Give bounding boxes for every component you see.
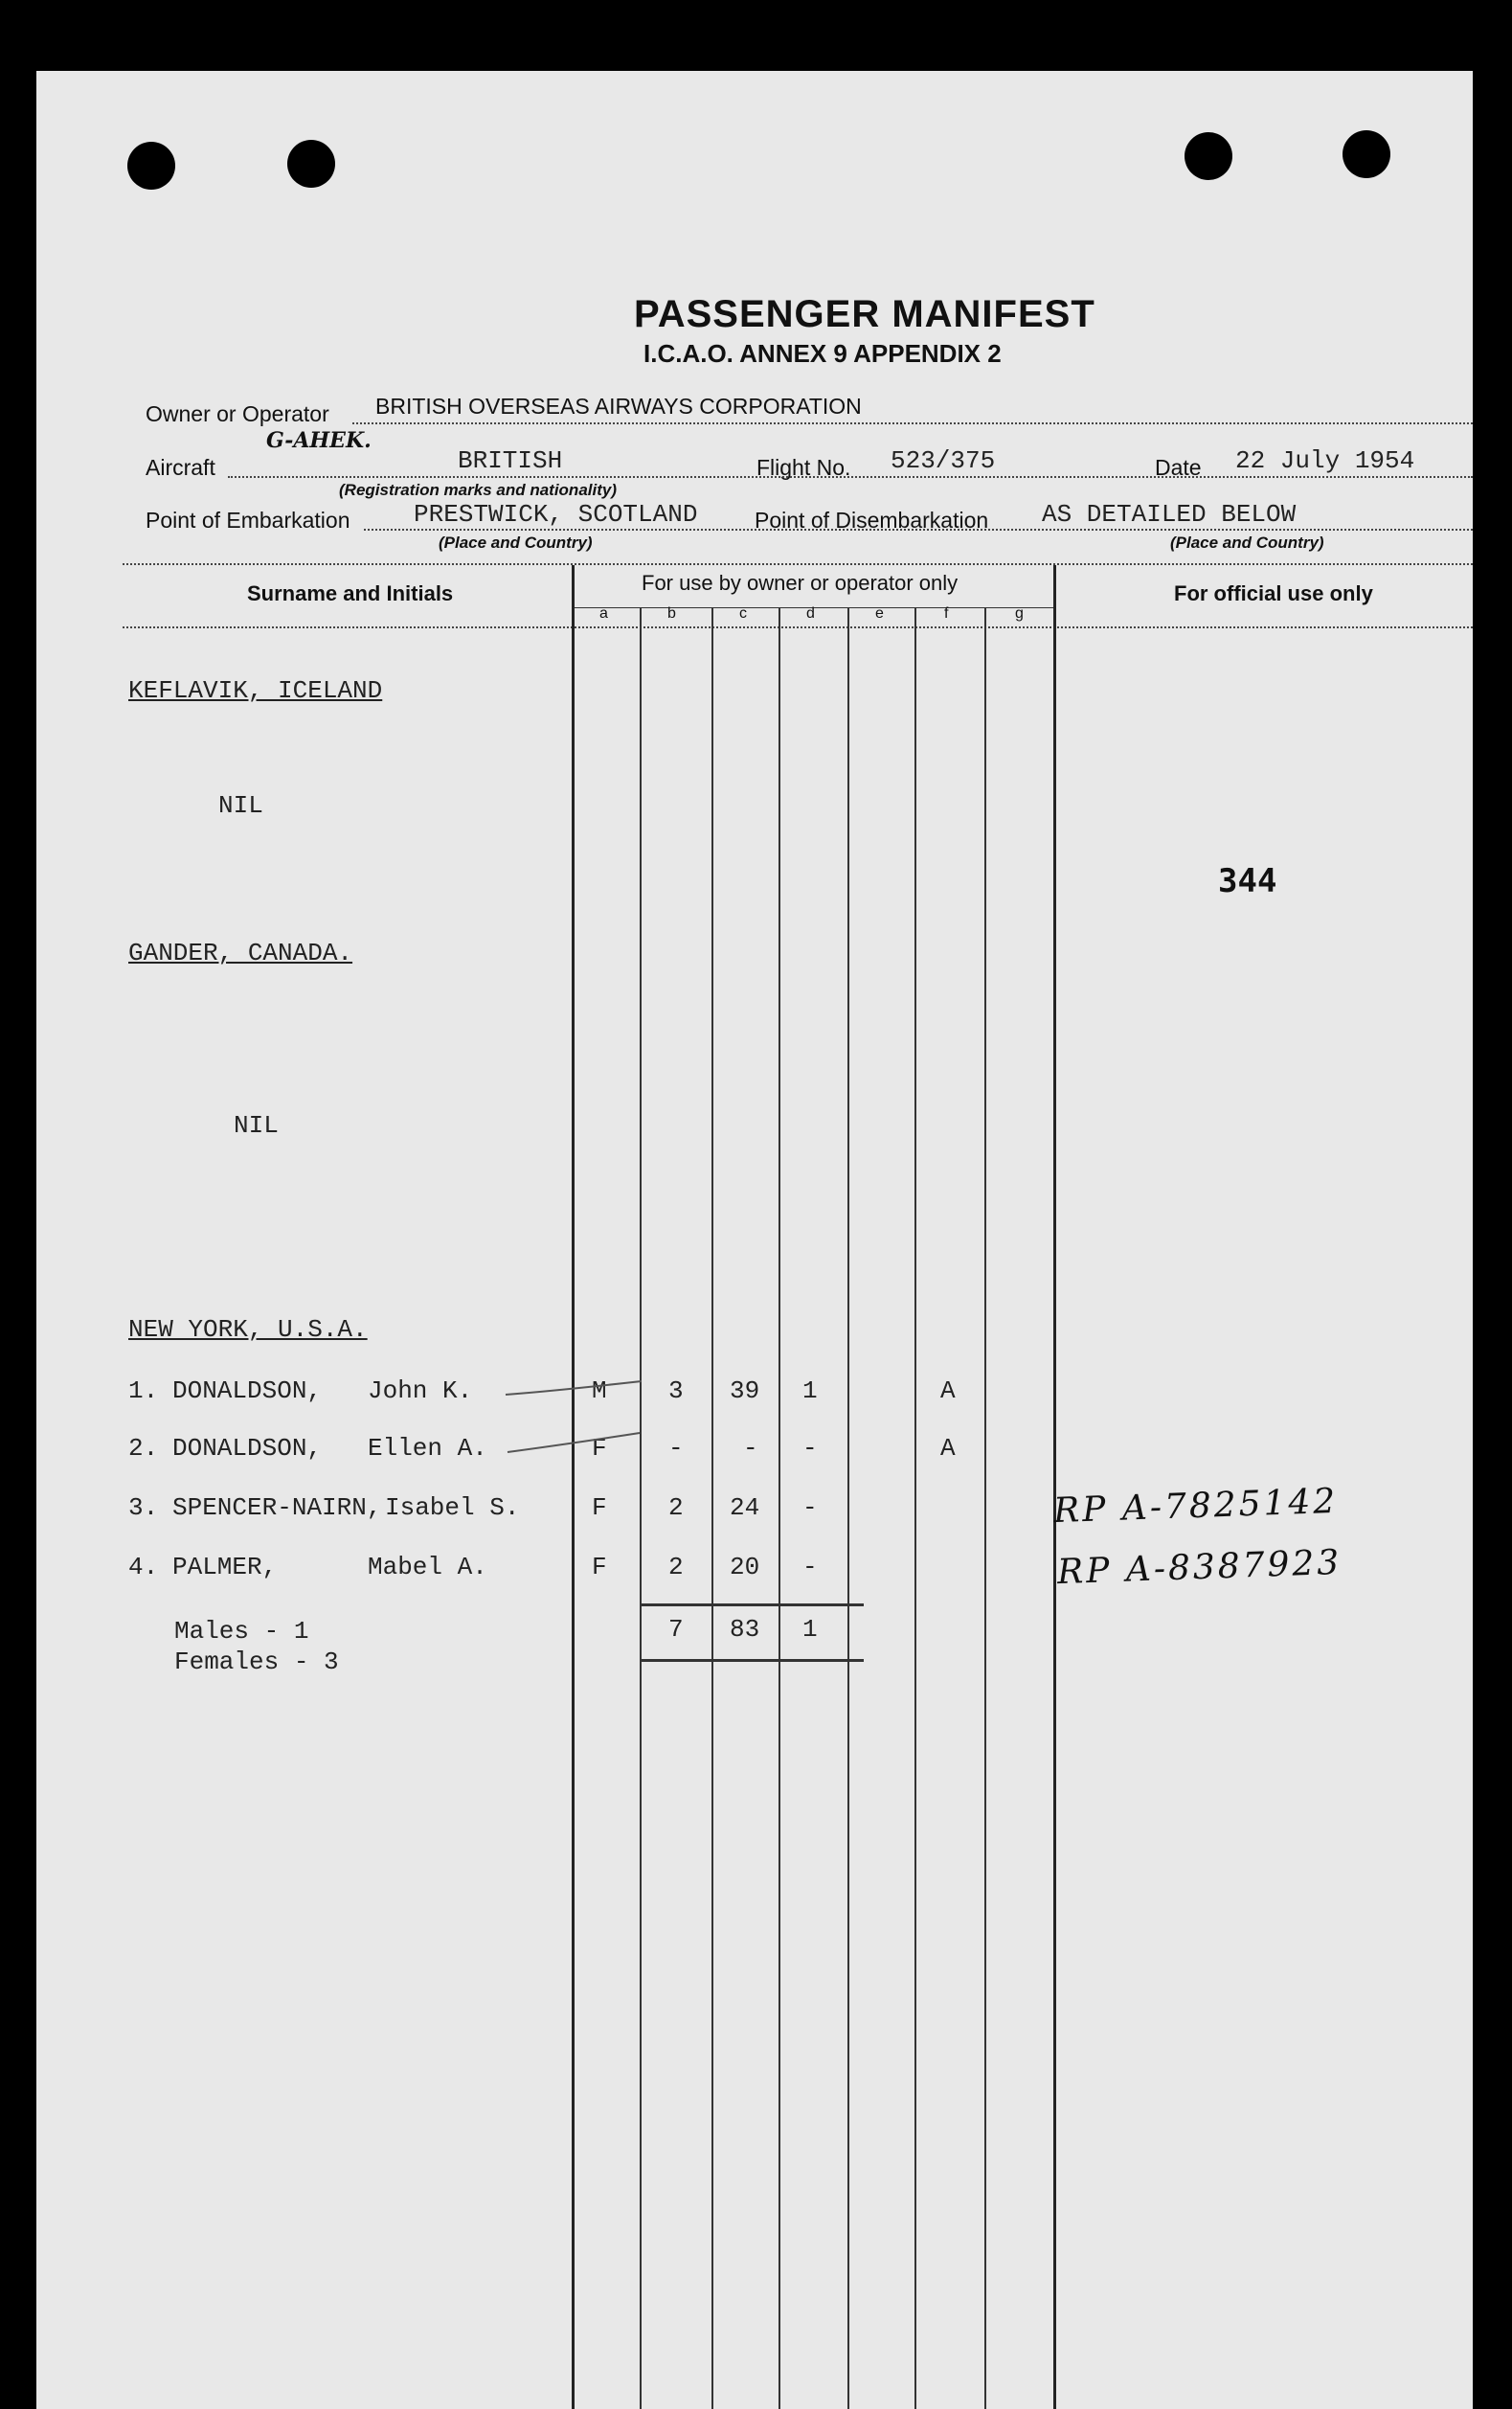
column-letter-e: e bbox=[875, 605, 884, 622]
total-b: 7 bbox=[668, 1615, 684, 1644]
totals-females: Females - 3 bbox=[174, 1648, 339, 1676]
cell-d: - bbox=[802, 1493, 818, 1522]
passenger-number: 3. bbox=[128, 1493, 159, 1522]
stop-keflavik: KEFLAVIK, ICELAND bbox=[128, 676, 383, 705]
cell-c: 24 bbox=[730, 1493, 760, 1522]
column-divider bbox=[914, 607, 916, 2409]
cell-d: - bbox=[802, 1434, 818, 1463]
column-divider bbox=[640, 607, 642, 2409]
cell-d: - bbox=[802, 1553, 818, 1581]
column-divider bbox=[779, 607, 780, 2409]
cell-a: F bbox=[592, 1493, 607, 1522]
cell-b: 2 bbox=[668, 1553, 684, 1581]
pencil-check-marks bbox=[498, 1370, 651, 1456]
passenger-number: 1. bbox=[128, 1376, 159, 1405]
passenger-surname: DONALDSON, bbox=[172, 1434, 323, 1463]
column-divider bbox=[572, 565, 575, 2409]
flight-number: 523/375 bbox=[891, 446, 996, 475]
aircraft-dotted-line bbox=[228, 476, 1473, 478]
page-subtitle: I.C.A.O. ANNEX 9 APPENDIX 2 bbox=[643, 339, 1002, 368]
page-title: PASSENGER MANIFEST bbox=[634, 293, 1095, 335]
passenger-given-name: John K. bbox=[368, 1376, 473, 1405]
cell-f: A bbox=[940, 1376, 956, 1405]
punch-hole bbox=[1343, 130, 1390, 178]
cell-c: 20 bbox=[730, 1553, 760, 1581]
passenger-given-name: Isabel S. bbox=[385, 1493, 520, 1522]
cell-a: F bbox=[592, 1434, 607, 1463]
column-divider bbox=[711, 607, 713, 2409]
cell-b: - bbox=[668, 1434, 684, 1463]
flight-label: Flight No. bbox=[756, 455, 851, 480]
cell-b: 2 bbox=[668, 1493, 684, 1522]
passenger-number: 4. bbox=[128, 1553, 159, 1581]
registration-caption: (Registration marks and nationality) bbox=[339, 481, 617, 499]
official-use-header: For official use only bbox=[1174, 581, 1373, 605]
cell-a: F bbox=[592, 1553, 607, 1581]
totals-males: Males - 1 bbox=[174, 1617, 309, 1646]
owner-dotted-line bbox=[352, 422, 1473, 424]
date-label: Date bbox=[1155, 455, 1202, 480]
disembarkation-value: AS DETAILED BELOW bbox=[1042, 500, 1297, 529]
cell-d: 1 bbox=[802, 1376, 818, 1405]
embarkation-value: PRESTWICK, SCOTLAND bbox=[414, 500, 698, 529]
owner-value: BRITISH OVERSEAS AIRWAYS CORPORATION bbox=[375, 394, 862, 419]
aircraft-nationality: BRITISH bbox=[458, 446, 563, 475]
cell-a: M bbox=[592, 1376, 607, 1405]
passenger-given-name: Ellen A. bbox=[368, 1434, 487, 1463]
column-divider bbox=[1053, 565, 1056, 2409]
owner-use-header: For use by owner or operator only bbox=[642, 571, 959, 595]
column-letter-a: a bbox=[599, 605, 608, 622]
totals-bottom-rule bbox=[640, 1659, 864, 1662]
column-letter-b: b bbox=[667, 605, 676, 622]
owner-label: Owner or Operator bbox=[146, 401, 329, 426]
passenger-surname: DONALDSON, bbox=[172, 1376, 323, 1405]
passenger-surname: PALMER, bbox=[172, 1553, 278, 1581]
disembarkation-label: Point of Disembarkation bbox=[755, 508, 989, 533]
cell-f: A bbox=[940, 1434, 956, 1463]
stop-gander-nil: NIL bbox=[234, 1111, 279, 1140]
stop-keflavik-nil: NIL bbox=[218, 791, 263, 820]
column-letter-g: g bbox=[1015, 605, 1024, 622]
punch-hole bbox=[1185, 132, 1232, 180]
cell-b: 3 bbox=[668, 1376, 684, 1405]
passenger-given-name: Mabel A. bbox=[368, 1553, 487, 1581]
passenger-number: 2. bbox=[128, 1434, 159, 1463]
punch-hole bbox=[287, 140, 335, 188]
totals-top-rule bbox=[640, 1603, 864, 1606]
cell-c: - bbox=[743, 1434, 758, 1463]
column-divider bbox=[847, 607, 849, 2409]
table-top-rule bbox=[123, 563, 1473, 565]
embarkation-label: Point of Embarkation bbox=[146, 508, 350, 533]
cell-c: 39 bbox=[730, 1376, 760, 1405]
stop-gander: GANDER, CANADA. bbox=[128, 939, 353, 967]
punch-hole bbox=[127, 142, 175, 190]
surname-header: Surname and Initials bbox=[247, 581, 454, 605]
official-note-passport-4: RP A-8387923 bbox=[1056, 1542, 1343, 1593]
column-letter-d: d bbox=[806, 605, 815, 622]
aircraft-registration: G-AHEK. bbox=[266, 428, 372, 453]
disembarkation-caption: (Place and Country) bbox=[1170, 534, 1324, 552]
aircraft-label: Aircraft bbox=[146, 455, 215, 480]
table-header-rule bbox=[123, 626, 1473, 628]
column-letter-c: c bbox=[739, 605, 747, 622]
stop-new-york: NEW YORK, U.S.A. bbox=[128, 1315, 368, 1344]
official-stamp-number: 344 bbox=[1218, 862, 1277, 900]
column-divider bbox=[984, 607, 986, 2409]
column-letter-f: f bbox=[944, 605, 949, 622]
passenger-surname: SPENCER-NAIRN, bbox=[172, 1493, 382, 1522]
date-value: 22 July 1954 bbox=[1235, 446, 1415, 475]
embarkation-caption: (Place and Country) bbox=[439, 534, 593, 552]
embarkation-dotted-line bbox=[364, 529, 1473, 531]
total-c: 83 bbox=[730, 1615, 760, 1644]
total-d: 1 bbox=[802, 1615, 818, 1644]
official-note-passport-3: RP A-7825142 bbox=[1052, 1481, 1339, 1532]
